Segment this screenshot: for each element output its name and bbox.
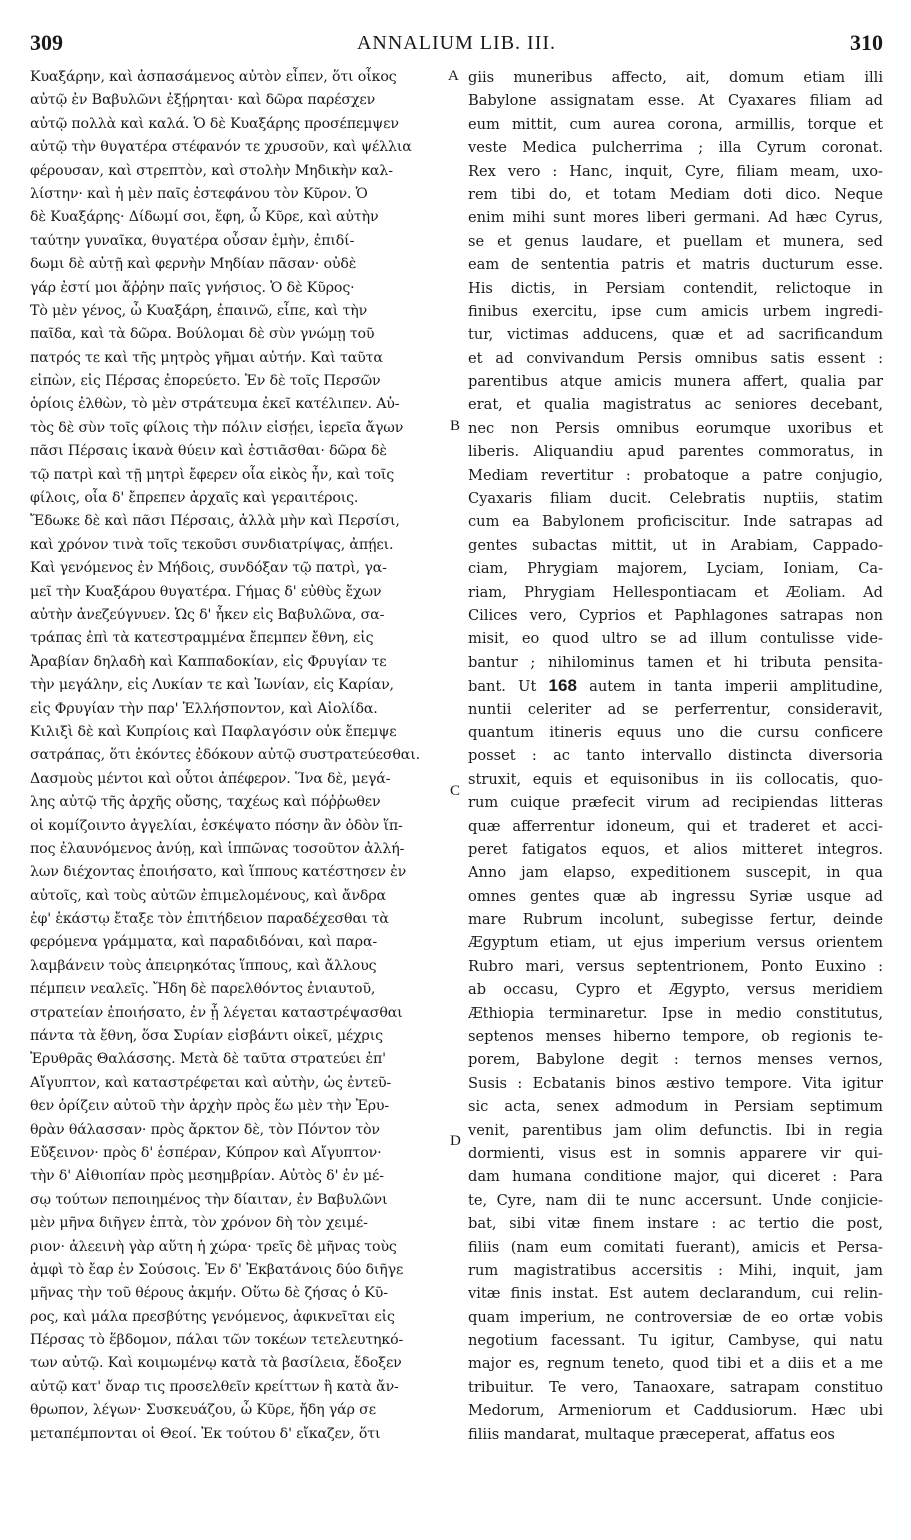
latin-text-line: Babylone assignatam esse. At Cyaxares filiam ad bbox=[468, 92, 883, 110]
greek-text-line: πάντα τὰ ἔθνη, ὅσα Συρίαν εἰσβάντι οἰκεῖ, μέχρις bbox=[30, 1028, 383, 1045]
greek-text-line: τῷ πατρὶ καὶ τῇ μητρὶ ἔφερεν οἷα εἰκὸς ἦν, καὶ τοῖς bbox=[30, 466, 395, 483]
greek-text-line: μεῖ τὴν Κυαξάρου θυγατέρα. Γήμας δ' εὐθὺς ἔχων bbox=[30, 583, 382, 600]
latin-text-line: finibus exercitu, ipse cum amicis urbem ingredi- bbox=[468, 302, 883, 320]
greek-text-line: τράπας ἐπὶ τὰ κατεστραμμένα ἔπεμπεν ἔθνη, εἰς bbox=[30, 630, 374, 647]
greek-text-line: ὁρίοις ἐλθὼν, τὸ μὲν στράτευμα ἐκεῖ κατέλιπεν. Αὐ- bbox=[30, 396, 400, 413]
latin-text-line: ab occasu, Cypro et Ægypto, versus meridiem bbox=[468, 981, 883, 999]
greek-text-line: ρος, καὶ μάλα πρεσβύτης γενόμενος, ἀφικνεῖται εἰς bbox=[30, 1308, 395, 1325]
greek-text-line: μῆνας τὴν τοῦ θέρους ἀκμήν. Οὕτω δὲ ζήσας ὁ Κῦ- bbox=[30, 1285, 388, 1302]
greek-text-line: καὶ χρόνον τινὰ τοῖς τεκοῦσι συνδιατρίψας, ἀπῄει. bbox=[30, 536, 394, 553]
latin-text-line: liberis. Aliquandiu apud parentes commoratus, in bbox=[468, 443, 883, 461]
greek-text-line: πος ἐλαυνόμενος ἀνύῃ, καὶ ἱππῶνας τοσοῦτον ἀλλή- bbox=[30, 840, 405, 857]
running-title: ANNALIUM LIB. III. bbox=[356, 32, 557, 54]
greek-text-line: παῖδα, καὶ τὰ δῶρα. Βούλομαι δὲ σὺν γνώμῃ τοῦ bbox=[30, 326, 375, 343]
latin-text-line: filiis mandarat, multaque præceperat, affatus eos bbox=[468, 1425, 835, 1443]
latin-text-line: se et genus laudare, et puellam et munera, sed bbox=[468, 232, 883, 250]
latin-text-line: filiis (nam eum comitati fuerant), amicis et Persa- bbox=[468, 1238, 883, 1256]
greek-text-line: θεν ὁρίζειν αὐτοῦ τὴν ἀρχὴν πρὸς ἕω μὲν τὴν Ἐρυ- bbox=[30, 1098, 390, 1115]
latin-text-line: Æthiopia terminaretur. Ipse in medio constitutus, bbox=[468, 1004, 883, 1022]
latin-text-line: veste Medica pulcherrima ; illa Cyrum coronat. bbox=[468, 139, 883, 157]
latin-text-line: mare Rubrum incolunt, subegisse fertur, deinde bbox=[468, 911, 883, 929]
latin-text-line: quantum itineris equus uno die cursu conficere bbox=[468, 723, 883, 741]
greek-text-line: λαμβάνειν τοὺς ἀπειρηκότας ἵππους, καὶ ἄλλους bbox=[30, 957, 377, 974]
latin-text-line: Ægyptum etiam, ut ejus imperium versus orientem bbox=[468, 934, 883, 952]
greek-text-line: ριον· ἀλεεινὴ γὰρ αὕτη ἡ χώρα· τρεῖς δὲ μῆνας τοὺς bbox=[30, 1238, 397, 1255]
greek-text-line: Καὶ γενόμενος ἐν Μήδοις, συνδόξαν τῷ πατρὶ, γα- bbox=[30, 560, 387, 577]
latin-text-line: Cilices vero, Cyprios et Paphlagones satrapas non bbox=[468, 606, 883, 624]
page-number-left: 309 bbox=[30, 30, 63, 55]
greek-text-line: οἱ κομίζοιντο ἀγγελίαι, ἐσκέψατο πόσην ἂν ὁδὸν ἵπ- bbox=[30, 817, 403, 834]
latin-text-line: venit, parentibus jam olim defunctis. Ibi in regia bbox=[468, 1121, 883, 1139]
latin-text-line: quæ afferrentur idoneum, qui et traderet et acci- bbox=[468, 817, 883, 835]
latin-text-line: enim mihi sunt mores liberi germani. Ad hæc Cyrus, bbox=[468, 209, 883, 227]
greek-text-line: φίλοις, οἷα δ' ἔπρεπεν ἀρχαῖς καὶ γεραιτέροις. bbox=[30, 490, 359, 507]
latin-text-line: tribuitur. Te vero, Tanaoxare, satrapam constituo bbox=[468, 1378, 883, 1396]
greek-text-line: αὐτοῖς, καὶ τοὺς αὐτῶν ἐπιμελομένους, καὶ ἄνδρα bbox=[30, 887, 386, 904]
greek-text-line: μὲν μῆνα διῆγεν ἑπτὰ, τὸν χρόνον δὴ τὸν χειμέ- bbox=[30, 1215, 368, 1232]
latin-text-line: rem tibi do, et totam Mediam doti dico. Neque bbox=[468, 185, 883, 203]
greek-text-line: αὐτῷ κατ' ὄναρ τις προσελθεῖν κρείττων ἢ κατὰ ἄν- bbox=[30, 1378, 399, 1395]
greek-text-line: Ἀραβίαν δηλαδὴ καὶ Καππαδοκίαν, εἰς Φρυγίαν τε bbox=[30, 653, 387, 670]
latin-text-line: vitæ finis instat. Est autem declarandum, cui relin- bbox=[468, 1285, 883, 1303]
latin-text-line: dam humana conditione major, qui diceret : Para bbox=[468, 1168, 883, 1186]
section-marker-b: B bbox=[450, 418, 461, 434]
greek-text-line: Αἴγυπτον, καὶ καταστρέφεται καὶ αὐτὴν, ὡς ἐντεῦ- bbox=[30, 1074, 392, 1091]
greek-text-line: γάρ ἐστί μοι ἄῤῥην παῖς γνήσιος. Ὁ δὲ Κῦρος· bbox=[30, 279, 355, 296]
latin-text-line: eam de sententia patris et matris ducturum esse. bbox=[468, 256, 883, 274]
latin-text-line: bant. Ut 168 autem in tanta imperii amplitudine, bbox=[468, 676, 883, 696]
latin-text-line: dormienti, visus est in somnis apparere vir qui- bbox=[468, 1144, 883, 1162]
section-marker-a: A bbox=[448, 68, 459, 84]
latin-text-line: Susis : Ecbatanis binos æstivo tempore. Vita igitur bbox=[468, 1074, 883, 1092]
latin-text-line: Rubro mari, versus septentrionem, Ponto Euxino : bbox=[468, 957, 883, 975]
greek-text-line: τὸς δὲ σὺν τοῖς φίλοις τὴν πόλιν εἰσῄει, ἱερεῖα ἄγων bbox=[30, 419, 404, 436]
latin-text-line: Mediam revertitur : probatoque a patre conjugio, bbox=[468, 466, 883, 484]
latin-text-line: quam imperium, ne controversiæ de eo ortæ vobis bbox=[468, 1308, 883, 1326]
latin-text-line: posset : ac tanto intervallo distincta diversoria bbox=[468, 747, 883, 765]
greek-text-line: στρατείαν ἐποιήσατο, ἐν ᾗ λέγεται καταστρέψασθαι bbox=[30, 1004, 403, 1021]
greek-text-line: θρωπον, λέγων· Συσκευάζου, ὦ Κῦρε, ἤδη γάρ σε bbox=[30, 1402, 376, 1419]
greek-text-line: σατράπας, ὅτι ἑκόντες ἐδόκουν αὐτῷ συστρατεύεσθαι. bbox=[30, 747, 420, 764]
greek-text-line: ταύτην γυναῖκα, θυγατέρα οὖσαν ἐμὴν, ἐπιδί- bbox=[30, 232, 355, 249]
latin-text-line: Anno jam elapso, expeditionem suscepit, in qua bbox=[468, 864, 883, 882]
latin-text-line: gentes subactas mittit, ut in Arabiam, Cappado- bbox=[468, 536, 883, 554]
section-marker-d: D bbox=[450, 1133, 461, 1149]
latin-text-line: riam, Phrygiam Hellespontiacam et Æoliam. Ad bbox=[468, 583, 883, 601]
latin-text-line: Rex vero : Hanc, inquit, Cyre, filiam meam, uxo- bbox=[468, 162, 883, 180]
greek-text-line: λων διέχοντας ἐποιήσατο, καὶ ἵππους κατέστησεν ἐν bbox=[30, 864, 407, 881]
page-number-right: 310 bbox=[850, 30, 883, 55]
greek-text-line: Δασμοὺς μέντοι καὶ οὗτοι ἀπέφερον. Ἵνα δὲ, μεγά- bbox=[30, 770, 391, 787]
greek-text-line: Πέρσας τὸ ἕβδομον, πάλαι τῶν τοκέων τετελευτηκό- bbox=[30, 1332, 404, 1349]
latin-text-line: His dictis, in Persiam contendit, relictoque in bbox=[468, 279, 883, 297]
latin-text-line: porem, Babylone degit : ternos menses vernos, bbox=[468, 1051, 883, 1069]
greek-text-line: ἀμφὶ τὸ ἔαρ ἐν Σούσοις. Ἐν δ' Ἐκβατάνοις δύο διῆγε bbox=[30, 1261, 404, 1278]
latin-text-line: eum mittit, cum aurea corona, armillis, torque et bbox=[468, 115, 883, 133]
latin-text-line: misit, eo quod ultro se ad illum contulisse vide- bbox=[468, 630, 883, 648]
greek-text-line: Τὸ μὲν γένος, ὦ Κυαξάρη, ἐπαινῶ, εἶπε, καὶ τὴν bbox=[30, 302, 368, 319]
greek-text-line: εἰπὼν, εἰς Πέρσας ἐπορεύετο. Ἐν δὲ τοῖς Περσῶν bbox=[30, 373, 381, 390]
greek-text-line: αὐτῷ ἐν Βαβυλῶνι ἐξῄρηται· καὶ δῶρα παρέσχεν bbox=[30, 92, 376, 109]
latin-text-line: Cyaxaris filiam ducit. Celebratis nuptiis, statim bbox=[468, 490, 883, 508]
greek-text-line: πατρός τε καὶ τῆς μητρὸς γῆμαι αὐτήν. Καὶ ταῦτα bbox=[30, 349, 383, 366]
greek-text-line: πέμπειν νεαλεῖς. Ἤδη δὲ παρελθόντος ἐνιαυτοῦ, bbox=[30, 981, 376, 998]
latin-text-line: cum ea Babylonem proficiscitur. Inde satrapas ad bbox=[468, 513, 883, 531]
latin-text-line: rum magistratibus accersitis : Mihi, inquit, jam bbox=[468, 1261, 883, 1279]
latin-text-line: te, Cyre, nam dii te nunc accersunt. Unde conjicie- bbox=[468, 1191, 883, 1209]
latin-text-line: bantur ; nihilominus tamen et hi tributa pensita- bbox=[468, 653, 883, 671]
latin-text-line: sic acta, senex admodum in Persiam septimum bbox=[468, 1098, 883, 1116]
greek-text-line: λης αὐτῷ τῆς ἀρχῆς οὔσης, ταχέως καὶ πόῤῥωθεν bbox=[30, 794, 381, 811]
latin-text-line: struxit, equis et equisonibus in iis collocatis, quo- bbox=[468, 770, 883, 788]
latin-text-line: tur, victimas adducens, quæ et ad sacrificandum bbox=[468, 326, 883, 344]
latin-text-line: peret fatigatos equos, et alios mitteret integros. bbox=[468, 840, 883, 858]
greek-text-line: πᾶσι Πέρσαις ἱκανὰ θύειν καὶ ἑστιᾶσθαι· δῶρα δὲ bbox=[30, 443, 387, 460]
greek-text-column bbox=[30, 66, 442, 1510]
latin-text-line: nuntii celeriter ad se perferrentur, consideravit, bbox=[468, 700, 883, 718]
latin-text-line: giis muneribus affecto, ait, domum etiam illi bbox=[468, 69, 883, 86]
latin-text-line: erat, et qualia magistratus ac seniores decebant, bbox=[468, 396, 883, 414]
greek-text-line: σῳ τούτων πεποιημένος τὴν δίαιταν, ἐν Βαβυλῶνι bbox=[30, 1191, 388, 1208]
latin-text-line: nec non Persis omnibus eorumque uxoribus et bbox=[468, 419, 883, 437]
latin-text-line: negotium facessant. Tu igitur, Cambyse, qui natu bbox=[468, 1332, 883, 1350]
latin-text-line: septenos menses hiberno tempore, ob regionis te- bbox=[468, 1028, 883, 1046]
greek-text-line: Κιλιξὶ δὲ καὶ Κυπρίοις καὶ Παφλαγόσιν οὐκ ἔπεμψε bbox=[30, 723, 397, 740]
latin-text-line: Medorum, Armeniorum et Caddusiorum. Hæc ubi bbox=[468, 1402, 883, 1420]
greek-text-line: μεταπέμπονται οἱ Θεοί. Ἐκ τούτου δ' εἴκαζεν, ὅτι bbox=[30, 1425, 381, 1442]
greek-text-line: λίστην· καὶ ἡ μὲν παῖς ἐστεφάνου τὸν Κῦρον. Ὁ bbox=[30, 185, 368, 202]
greek-text-line: δωμι δὲ αὐτῇ καὶ φερνὴν Μηδίαν πᾶσαν· οὐδὲ bbox=[30, 256, 357, 273]
greek-text-line: φέρουσαν, καὶ στρεπτὸν, καὶ στολὴν Μηδικὴν καλ- bbox=[30, 162, 393, 179]
section-marker-c: C bbox=[450, 783, 461, 799]
greek-text-line: δὲ Κυαξάρης· Δίδωμί σοι, ἔφη, ὦ Κῦρε, καὶ αὐτὴν bbox=[30, 209, 379, 226]
latin-text-column bbox=[468, 66, 883, 1510]
greek-text-line: Κυαξάρην, καὶ ἀσπασάμενος αὐτὸν εἶπεν, ὅτι οἶκος bbox=[30, 69, 397, 85]
latin-text-line: major es, regnum teneto, quod tibi et a diis et a me bbox=[468, 1355, 883, 1373]
greek-text-line: αὐτῷ πολλὰ καὶ καλά. Ὁ δὲ Κυαξάρης προσέπεμψεν bbox=[30, 115, 399, 132]
greek-text-line: Ἐρυθρᾶς Θαλάσσης. Μετὰ δὲ ταῦτα στρατεύει ἐπ' bbox=[30, 1051, 386, 1068]
greek-text-line: τὴν μεγάλην, εἰς Λυκίαν τε καὶ Ἰωνίαν, εἰς Καρίαν, bbox=[30, 677, 394, 694]
latin-text-line: et ad convivandum Persis omnibus satis essent : bbox=[468, 349, 883, 367]
latin-text-line: bat, sibi vitæ finem instare : ac tertio die post, bbox=[468, 1215, 883, 1233]
greek-text-line: αὐτὴν ἀνεζεύγνυεν. Ὡς δ' ἧκεν εἰς Βαβυλῶνα, σα- bbox=[30, 606, 385, 623]
greek-text-line: αὐτῷ τὴν θυγατέρα στέφανόν τε χρυσοῦν, καὶ ψέλλια bbox=[30, 139, 412, 156]
greek-text-line: εἰς Φρυγίαν τὴν παρ' Ἑλλήσποντον, καὶ Αἰολίδα. bbox=[30, 700, 378, 717]
page-header bbox=[30, 30, 883, 62]
latin-text-line: rum cuique præfecit virum ad recipiendas litteras bbox=[468, 794, 883, 812]
greek-text-line: τὴν δ' Αἰθιοπίαν πρὸς μεσημβρίαν. Αὐτὸς δ' ἐν μέ- bbox=[30, 1168, 384, 1185]
greek-text-line: φερόμενα γράμματα, καὶ παραδιδόναι, καὶ παρα- bbox=[30, 934, 378, 951]
greek-text-line: θρὰν θάλασσαν· πρὸς ἄρκτον δὲ, τὸν Πόντον τὸν bbox=[30, 1121, 380, 1138]
greek-text-line: Εὔξεινον· πρὸς δ' ἑσπέραν, Κύπρον καὶ Αἴγυπτον· bbox=[30, 1144, 382, 1161]
greek-text-line: ἐφ' ἑκάστῳ ἔταξε τὸν ἐπιτήδειον παραδέχεσθαι τὰ bbox=[30, 911, 389, 928]
greek-text-line: των αὐτῷ. Καὶ κοιμωμένῳ κατὰ τὰ βασίλεια, ἔδοξεν bbox=[30, 1355, 402, 1372]
latin-text-line: parentibus atque amicis munera affert, qualia par bbox=[468, 373, 883, 391]
greek-text-line: Ἔδωκε δὲ καὶ πᾶσι Πέρσαις, ἀλλὰ μὴν καὶ Περσίσι, bbox=[30, 513, 400, 530]
latin-text-line: ciam, Phrygiam majorem, Lyciam, Ioniam, Ca- bbox=[468, 560, 883, 578]
latin-text-line: omnes gentes quæ ab ingressu Syriæ usque ad bbox=[468, 887, 883, 905]
